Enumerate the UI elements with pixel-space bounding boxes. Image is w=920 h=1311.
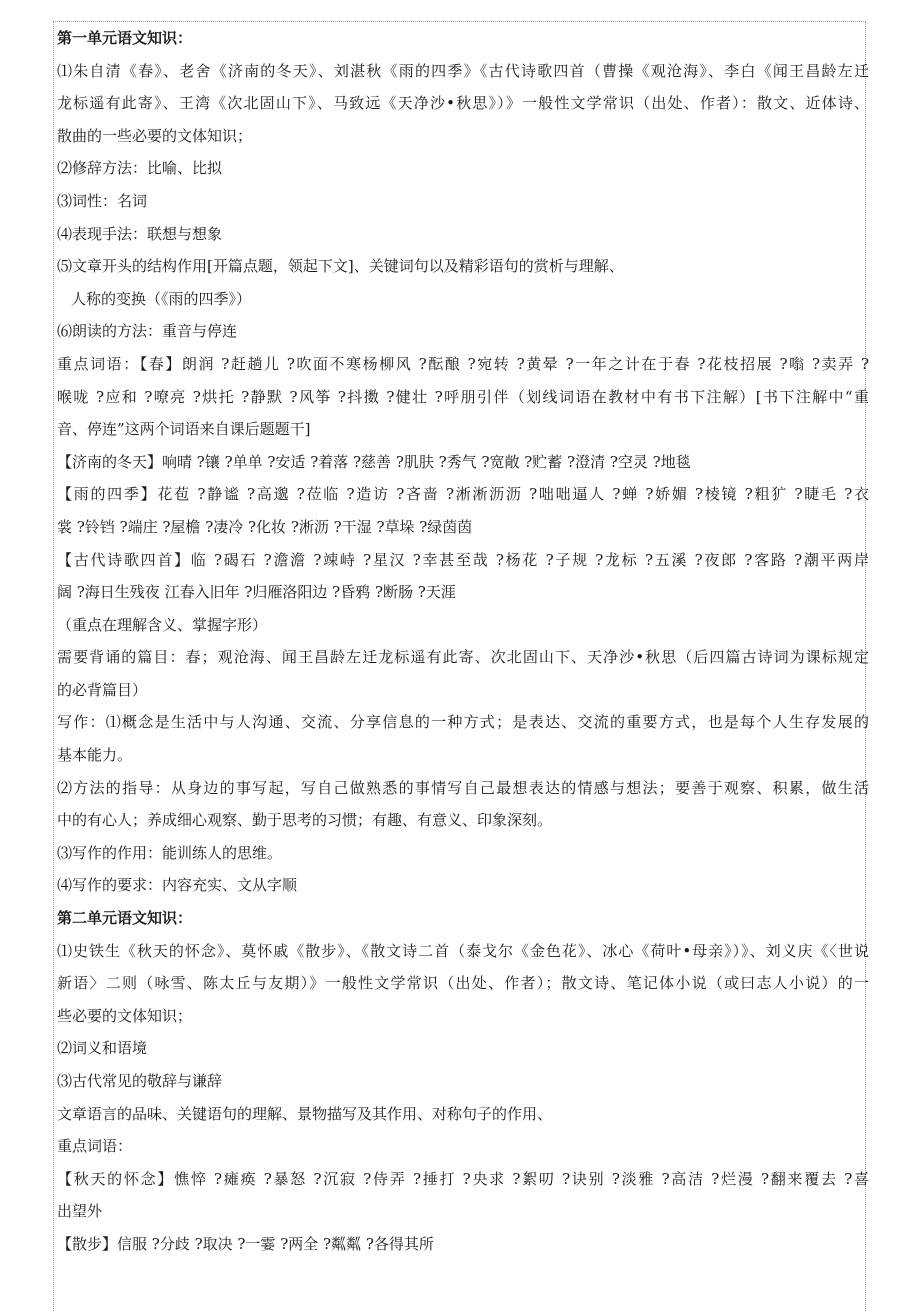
text-line: 【济南的冬天】响晴 ?镶 ?单单 ?安适 ?着落 ?慈善 ?肌肤 ?秀气 ?宽敞 ?贮蓄 ?澄清 ?空灵 ?地毯 <box>57 452 691 471</box>
text-line: ⑵方法的指导：从身边的事写起，写自己做熟悉的事情写自己最想表达的情感与想法；要善于观察、积累，做生活 <box>57 778 869 797</box>
text-line: ⑸文章开头的结构作用[开篇点题，领起下文]、关键词句以及精彩语句的赏析与理解、 <box>57 257 624 276</box>
text-line: 【古代诗歌四首】临 ?碣石 ?澹澹 ?竦峙 ?星汉 ?幸甚至哉 ?杨花 ?子规 ?龙标 ?五溪 ?夜郎 ?客路 ?潮平两岸 <box>57 550 869 569</box>
text-line: ⑵词义和语境 <box>57 1039 148 1058</box>
unit-two-heading: 第二单元语文知识： <box>57 909 193 928</box>
text-line: 音、停连”这两个词语来自课后题题干] <box>57 420 311 439</box>
text-line: 需要背诵的篇目：春；观沧海、闻王昌龄左迁龙标遥有此寄、次北固山下、天净沙•秋思（后四篇古诗词为课标规定 <box>57 648 869 667</box>
text-line: 阔 ?海日生残夜 江春入旧年 ?归雁洛阳边 ?昏鸦 ?断肠 ?天涯 <box>57 583 456 602</box>
document-body <box>57 22 869 1261</box>
text-line: ⑵修辞方法：比喻、比拟 <box>57 159 223 178</box>
text-line: 些必要的文体知识； <box>57 1006 193 1025</box>
text-line: ⑷表现手法：联想与想象 <box>57 224 223 243</box>
unit-one-heading: 第一单元语文知识： <box>57 29 193 47</box>
text-line: 【雨的四季】花苞 ?静谧 ?高邈 ?莅临 ?造访 ?吝啬 ?淅淅沥沥 ?咄咄逼人 ?蝉 ?娇媚 ?棱镜 ?粗犷 ?睫毛 ?衣 <box>57 485 869 504</box>
text-line: 的必背篇目） <box>57 680 148 699</box>
text-line: 写作：⑴概念是生活中与人沟通、交流、分享信息的一种方式；是表达、交流的重要方式，也是每个人生存发展的 <box>57 713 869 732</box>
text-line: 散曲的一些必要的文体知识； <box>57 126 253 145</box>
text-line: 重点词语： <box>57 1137 133 1156</box>
text-line: （重点在理解含义、掌握字形） <box>57 615 268 634</box>
text-line: 新语〉二则（咏雪、陈太丘与友期）》一般性文学常识（出处、作者）；散文诗、笔记体小说（或曰志人小说）的一 <box>57 974 869 993</box>
text-line: 人称的变换（《雨的四季》） <box>71 289 252 308</box>
text-line: ⑴朱自清《春》、老舍《济南的冬天》、刘湛秋《雨的四季》《古代诗歌四首（曹操《观沧海》、李白《闻王昌龄左迁 <box>57 61 869 80</box>
text-line: 【秋天的怀念】憔悴 ?瘫痪 ?暴怒 ?沉寂 ?侍弄 ?捶打 ?央求 ?絮叨 ?诀别 ?淡雅 ?高洁 ?烂漫 ?翻来覆去 ?喜 <box>57 1169 869 1188</box>
text-line: 中的有心人；养成细心观察、勤于思考的习惯；有趣、有意义、印象深刻。 <box>57 811 553 830</box>
text-line: 龙标遥有此寄》、王湾《次北固山下》、马致远《天净沙•秋思》）》一般性文学常识（出处、作者）：散文、近体诗、 <box>57 94 869 113</box>
text-line: 重点词语：【春】朗润 ?赶趟儿 ?吹面不寒杨柳风 ?酝酿 ?宛转 ?黄晕 ?一年之计在于春 ?花枝招展 ?嗡 ?卖弄 ? <box>57 354 869 373</box>
text-line: ⑶词性：名词 <box>57 191 148 210</box>
text-line: 文章语言的品味、关键语句的理解、景物描写及其作用、对称句子的作用、 <box>57 1104 553 1123</box>
text-line: 【散步】信服 ?分歧 ?取决 ?一霎 ?两全 ?粼粼 ?各得其所 <box>57 1234 434 1253</box>
text-line: ⑶写作的作用：能训练人的思维。 <box>57 843 283 862</box>
text-line: 裳 ?铃铛 ?端庄 ?屋檐 ?凄冷 ?化妆 ?淅沥 ?干湿 ?草垛 ?绿茵茵 <box>57 517 473 536</box>
text-line: 喉咙 ?应和 ?嘹亮 ?烘托 ?静默 ?风筝 ?抖擞 ?健壮 ?呼朋引伴（划线词语在教材中有书下注解）[书下注解中“重 <box>57 387 869 406</box>
text-line: ⑴史铁生《秋天的怀念》、莫怀戚《散步》、《散文诗二首（泰戈尔《金色花》、冰心《荷叶•母亲》）》、刘义庆《〈世说 <box>57 941 869 960</box>
text-line: 基本能力。 <box>57 746 133 765</box>
text-line: ⑷写作的要求：内容充实、文从字顺 <box>57 876 298 895</box>
text-line: 出望外 <box>57 1202 103 1221</box>
text-line: ⑶古代常见的敬辞与谦辞 <box>57 1072 223 1090</box>
text-line: ⑹朗读的方法：重音与停连 <box>57 322 238 341</box>
